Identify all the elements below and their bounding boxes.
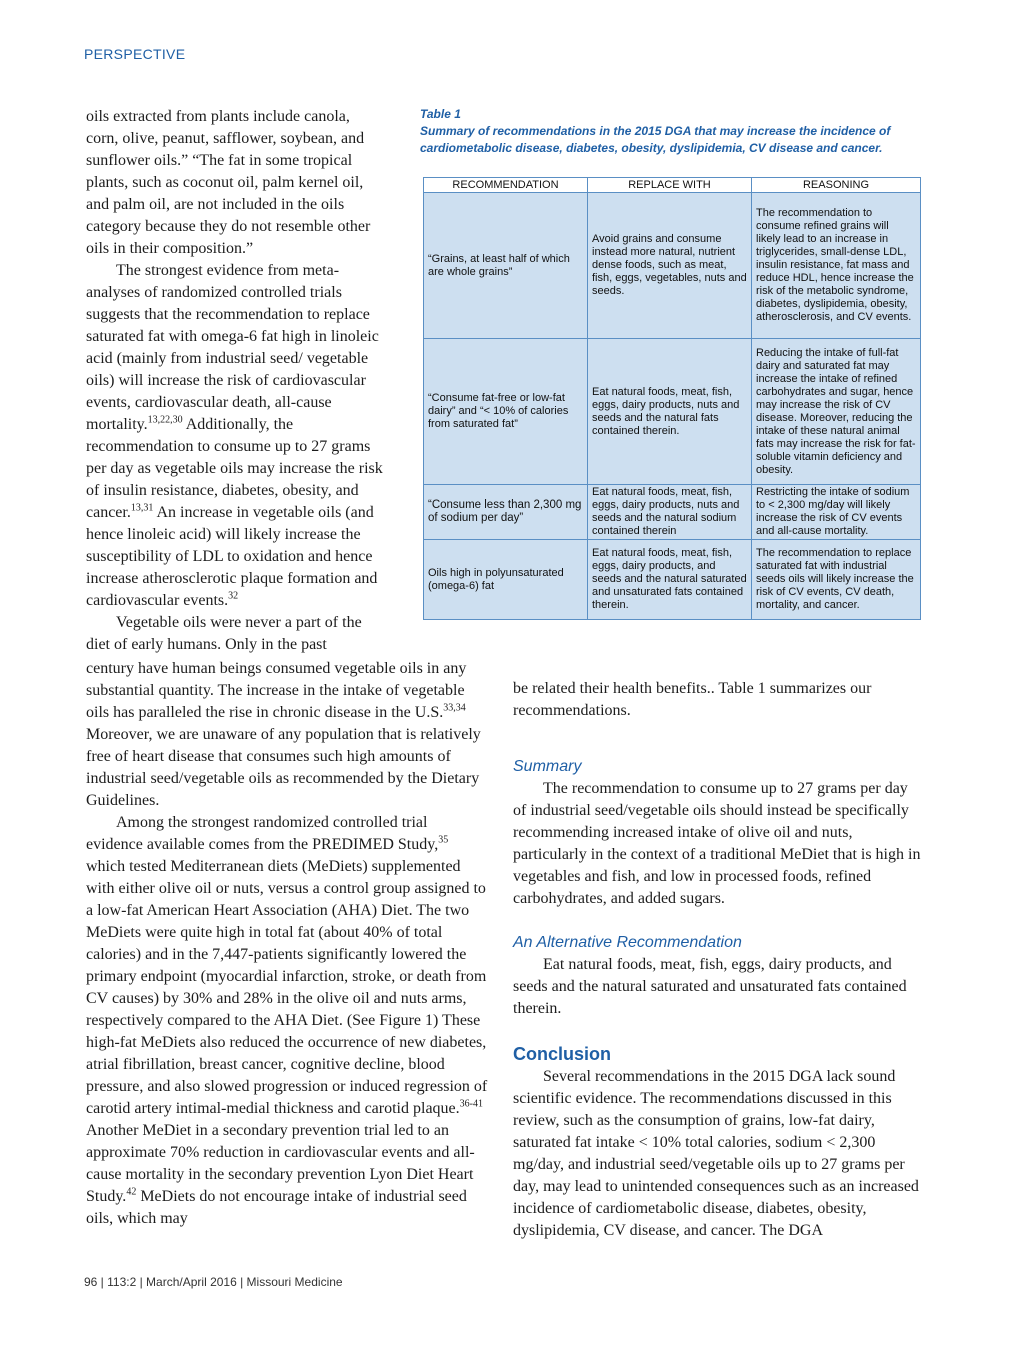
section-heading-summary: Summary [513,758,582,775]
recommendations-table [423,177,921,620]
column-header: RECOMMENDATION [424,178,588,193]
column-header: REPLACE WITH [588,178,752,193]
table-cell: The recommendation to replace saturated fat with industrial seeds oils will likely increase the risk of CV events, CV death, mortality, and cancer. [752,540,921,620]
table-row [424,339,921,485]
citation: 33,34 [443,702,466,714]
table-cell: “Consume fat-free or low-fat dairy” and “< 10% of calories from saturated fat” [424,339,588,485]
paragraph: Among the strongest randomized controlled trial evidence available comes from the PREDIMED Study,$^{35}$ which tested Mediterranean diets (MeDiets) supplemented with either olive oil or nuts, versus a control group assigned to a low-fat American Heart Association (AHA) Diet. The two MeDiets were quite high in total fat (about 40% of total calories) and in the 7,447-patients significantly lowered the primary endpoint (myocardial infarction, stroke, or death from CV causes) by 30% and 28% in the olive oil and nuts arms, respectively compared to the AHA Diet. (See Figure 1) These high-fat MeDiets also reduced the occurrence of new diabetes, atrial fibrillation, breast cancer, cognitive decline, blood pressure, and also slowed progression or induced regression of carotid artery intimal-medial thickness and carotid plaque.$^{36-41}$ Another MeDiet in a secondary prevention trial led to an approximate 70% reduction in cardiovascular events and all-cause mortality in the secondary prevention Lyon Diet Heart Study.$^{42}$ MeDiets do not encourage intake of industrial seed oils, which may [86,814,488,1227]
table-cell: Reducing the intake of full-fat dairy and saturated fat may increase the intake of refined carbohydrates and sugar, hence may increase the risk of CV disease. Moreover, reducing the intake of these natural animal fats may increase the risk for fat-soluble vitamin deficiency and obesity. [752,339,921,485]
table-cell: “Consume less than 2,300 mg of sodium per day” [424,485,588,540]
table-caption-text: Summary of recommendations in the 2015 DGA that may increase the incidence of cardiometabolic disease, diabetes, obesity, dyslipidemia, CV disease and cancer. [420,124,891,155]
citation: 42 [126,1186,137,1198]
table-cell: Eat natural foods, meat, fish, eggs, dairy products, nuts and seeds and the natural sodium contained therein [588,485,752,540]
right-column [513,678,923,1242]
left-column-wide [86,658,488,1230]
table-row [424,485,921,540]
paragraph: oils extracted from plants include canola, corn, olive, peanut, safflower, soybean, and sunflower oils.” “The fat in some tropical plants, such as coconut oil, palm kernel oil, and palm oil, are not included in the oils category because they do not resemble other oils in their composition.” [86,108,371,257]
table-row [424,540,921,620]
citation: 13,31 [130,502,154,514]
paragraph: The recommendation to consume up to 27 grams per day of industrial seed/vegetable oils should instead be specifically recommending increased intake of olive oil and nuts, particularly in the context of a traditional MeDiet that is high in vegetables and fish, and low in processed foods, refined carbohydrates, and added sugars. [513,780,921,907]
paragraph: Vegetable oils were never a part of the diet of early humans. Only in the past [86,614,362,653]
table-cell: “Grains, at least half of which are whole grains” [424,193,588,339]
table-cell: Avoid grains and consume instead more natural, nutrient dense foods, such as meat, fish, eggs, vegetables, nuts and seeds. [588,193,752,339]
table-cell: Oils high in polyunsaturated (omega-6) fat [424,540,588,620]
table-cell: Restricting the intake of sodium to < 2,300 mg/day will likely increase the risk of CV events and all-cause mortality. [752,485,921,540]
table-cell: Eat natural foods, meat, fish, eggs, dairy products, nuts and seeds and the natural fats contained therein. [588,339,752,485]
column-header: REASONING [752,178,921,193]
table-cell: The recommendation to consume refined grains will likely lead to an increase in triglycerides, small-dense LDL, insulin resistance, fat mass and reduce HDL, hence increase the risk of the metabolic syndrome, diabetes, dyslipidemia, obesity, atherosclerosis, and CV events. [752,193,921,339]
table-cell: Eat natural foods, meat, fish, eggs, dairy products, and seeds and the natural saturated and unsaturated fats contained therein. [588,540,752,620]
table-row [424,193,921,339]
paragraph: Several recommendations in the 2015 DGA lack sound scientific evidence. The recommendations discussed in this review, such as the consumption of grains, low-fat dairy, saturated fat intake < 10% total calories, sodium < 2,300 mg/day, and industrial seed/vegetable oils up to 27 grams per day, may lead to unintended consequences such as an increased incidence of cardiometabolic disease, diabetes, obesity, dyslipidemia, CV disease, and cancer. The DGA [513,1068,919,1239]
citation: 32 [228,590,239,602]
table-label: Table 1 [420,107,461,121]
paragraph: century have human beings consumed vegetable oils in any substantial quantity. The increase in the intake of vegetable oils has paralleled the rise in chronic disease in the U.S.$^{33,34}$ Moreover, we are unaware of any population that is relatively free of heart disease that consumes such high amounts of industrial seed/vegetable oils as recommended by the Dietary Guidelines. [86,660,481,809]
paragraph: Eat natural foods, meat, fish, eggs, dairy products, and seeds and the natural saturated and unsaturated fats contained therein. [513,956,907,1017]
section-heading-alternative: An Alternative Recommendation [513,934,742,951]
page-footer: 96 | 113:2 | March/April 2016 | Missouri Medicine [84,1275,343,1289]
citation: 13,22,30 [147,414,183,426]
table-caption [420,106,920,157]
section-heading-conclusion: Conclusion [513,1044,611,1064]
paragraph: The strongest evidence from meta-analyses of randomized controlled trials suggests that the recommendation to replace saturated fat with omega-6 fat high in linoleic acid (mainly from industrial seed/ vegetable oils) will increase the risk of cardiovascular events, cardiovascular death, all-cause mortality.$^{13,22,30}$ Additionally, the recommendation to consume up to 27 grams per day as vegetable oils may increase the risk of insulin resistance, diabetes, obesity, and cancer.$^{13,31}$ An increase in vegetable oils (and hence linoleic acid) will likely increase the susceptibility of LDL to oxidation and hence increase atherosclerotic plaque formation and cardiovascular events.$^{32}$ [86,262,383,609]
citation: 36-41 [459,1098,483,1110]
table-header-row [424,178,921,193]
section-header: PERSPECTIVE [84,46,186,62]
paragraph: be related their health benefits.. Table 1 summarizes our recommendations. [513,680,872,719]
citation: 35 [438,834,449,846]
left-column-top [86,106,386,656]
